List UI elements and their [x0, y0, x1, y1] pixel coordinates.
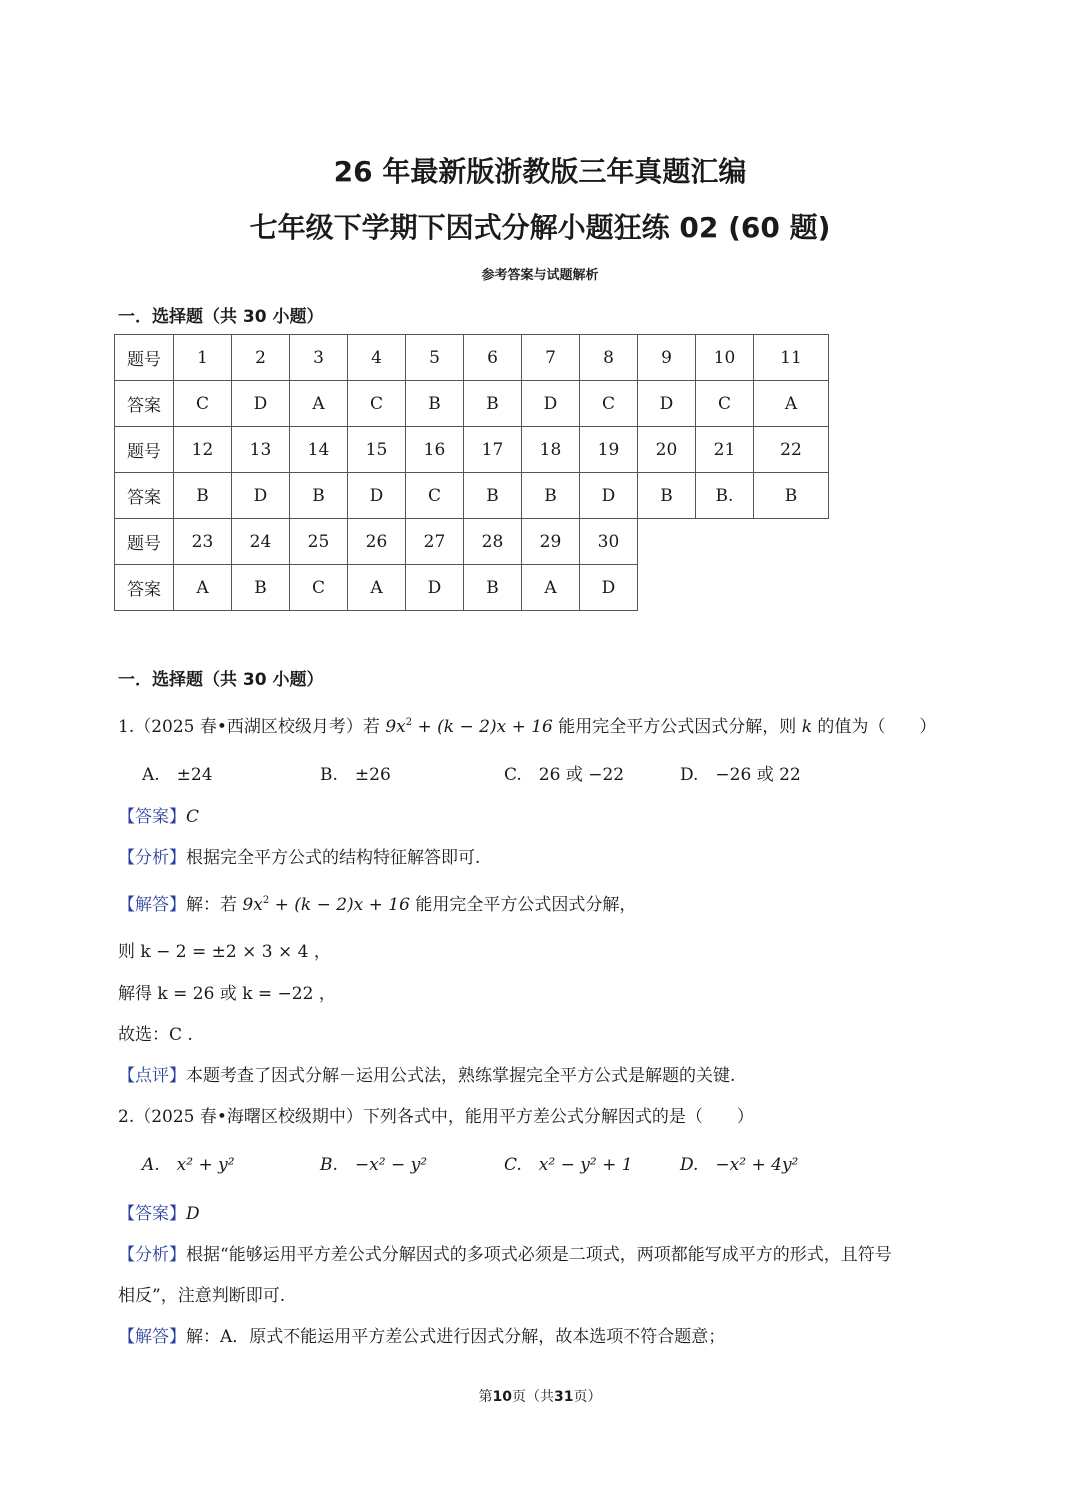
section-heading-choice: 一．选择题（共 30 小题）	[118, 307, 324, 327]
comment-tag: 【点评】	[118, 1066, 186, 1086]
q1-option-a: A. ±24	[142, 765, 213, 785]
analysis-tag: 【分析】	[118, 848, 186, 868]
q2-solution	[118, 1322, 725, 1347]
analysis-tag: 【分析】	[118, 1245, 186, 1265]
q1-suffix-b: 的值为（ ）	[812, 717, 937, 737]
q1-option-d: D. −26 或 22	[680, 765, 801, 785]
table-row-answers	[115, 381, 829, 427]
table-cell: 27	[406, 519, 464, 565]
table-cell: D	[522, 381, 580, 427]
solution-tag: 【解答】	[118, 895, 186, 915]
answer-tag: 【答案】	[118, 1204, 186, 1224]
table-cell: 14	[290, 427, 348, 473]
table-cell: 5	[406, 335, 464, 381]
row-label: 答案	[115, 381, 174, 427]
table-cell: D	[348, 473, 406, 519]
empty-cell	[638, 519, 696, 565]
table-cell: 18	[522, 427, 580, 473]
table-cell: D	[232, 473, 290, 519]
footer-mid: 页（共	[512, 1389, 554, 1405]
page-total: 31	[554, 1389, 574, 1405]
q1-option-b: B. ±26	[320, 765, 391, 785]
table-row-question-numbers	[115, 427, 829, 473]
table-cell: B	[290, 473, 348, 519]
table-cell: 15	[348, 427, 406, 473]
q1-prefix: 1.（2025 春•西湖区校级月考）若	[118, 717, 386, 737]
table-cell: C	[406, 473, 464, 519]
answer-analysis-caption: 参考答案与试题解析	[481, 268, 599, 283]
table-cell: 4	[348, 335, 406, 381]
q1-step-1: 则 k − 2 = ±2 × 3 × 4 ，	[118, 942, 331, 962]
document-subtitle-title: 七年级下学期下因式分解小题狂练 02 (60 题)	[249, 211, 831, 244]
q2-answer-value: D	[186, 1204, 200, 1224]
table-cell: 11	[754, 335, 829, 381]
table-cell: 30	[580, 519, 638, 565]
table-cell: 20	[638, 427, 696, 473]
q2-answer	[118, 1199, 200, 1224]
table-cell: 16	[406, 427, 464, 473]
table-cell: B	[464, 473, 522, 519]
table-cell: 9	[638, 335, 696, 381]
table-cell: 19	[580, 427, 638, 473]
empty-cell	[638, 565, 696, 611]
q1-expr-b: + (k − 2)x + 16	[412, 717, 553, 737]
q1-k: k	[801, 717, 812, 737]
question-2-stem: 2.（2025 春•海曙区校级期中）下列各式中，能用平方差公式分解因式的是（ ）	[118, 1107, 754, 1127]
table-cell: 24	[232, 519, 290, 565]
table-cell: C	[290, 565, 348, 611]
document-title: 26 年最新版浙教版三年真题汇编	[333, 155, 747, 188]
row-label: 题号	[115, 427, 174, 473]
page-footer	[0, 1386, 1080, 1406]
q1-option-c: C. 26 或 −22	[504, 765, 625, 785]
row-label: 答案	[115, 565, 174, 611]
table-cell: B.	[696, 473, 754, 519]
q1-comment	[118, 1061, 735, 1086]
table-cell: A	[348, 565, 406, 611]
q2-option-d: D. −x² + 4y²	[680, 1155, 799, 1175]
table-cell: C	[580, 381, 638, 427]
footer-prefix: 第	[478, 1389, 493, 1405]
q1-sol-expr-b: + (k − 2)x + 16	[269, 895, 410, 915]
q1-suffix-a: 能用完全平方公式因式分解，则	[552, 717, 802, 737]
row-label: 题号	[115, 519, 174, 565]
q2-option-b: B. −x² − y²	[320, 1155, 428, 1175]
table-row-question-numbers	[115, 519, 829, 565]
page-number: 10	[492, 1389, 512, 1405]
table-cell: 12	[174, 427, 232, 473]
table-cell: D	[638, 381, 696, 427]
table-cell: C	[696, 381, 754, 427]
section-heading-choice-repeat: 一．选择题（共 30 小题）	[118, 670, 324, 690]
table-row-answers	[115, 473, 829, 519]
q2-analysis	[118, 1240, 892, 1265]
table-cell: 1	[174, 335, 232, 381]
footer-suffix: 页）	[573, 1389, 602, 1405]
table-cell: D	[232, 381, 290, 427]
empty-cell	[696, 565, 754, 611]
q1-step-2: 解得 k = 26 或 k = −22 ，	[118, 984, 336, 1004]
table-cell: 23	[174, 519, 232, 565]
table-cell: A	[174, 565, 232, 611]
q1-step-3: 故选：C .	[118, 1025, 193, 1045]
table-cell: 7	[522, 335, 580, 381]
q1-analysis-text: 根据完全平方公式的结构特征解答即可.	[186, 848, 481, 868]
table-cell: B	[464, 565, 522, 611]
table-cell: C	[348, 381, 406, 427]
q2-analysis-line1: 根据“能够运用平方差公式分解因式的多项式必须是二项式，两项都能写成平方的形式，且符号	[186, 1245, 892, 1265]
table-cell: B	[232, 565, 290, 611]
q1-expr-a: 9x	[385, 717, 406, 737]
table-cell: D	[580, 473, 638, 519]
table-cell: 26	[348, 519, 406, 565]
table-cell: A	[754, 381, 829, 427]
table-cell: 22	[754, 427, 829, 473]
table-cell: 6	[464, 335, 522, 381]
empty-cell	[754, 565, 829, 611]
table-cell: D	[406, 565, 464, 611]
table-cell: 3	[290, 335, 348, 381]
table-cell: 10	[696, 335, 754, 381]
q2-option-c: C. x² − y² + 1	[504, 1155, 633, 1175]
table-cell: 17	[464, 427, 522, 473]
table-cell: C	[174, 381, 232, 427]
q1-solution-prefix: 解：若	[186, 895, 243, 915]
q2-analysis-line2: 相反”，注意判断即可.	[118, 1286, 286, 1306]
q1-answer-value: C	[186, 807, 200, 827]
table-cell: B	[406, 381, 464, 427]
q1-solution: 【解答】解：若 $9x^2 + (k - 2)x + 16$ 能用完全平方公式因式分解，	[118, 895, 637, 915]
table-row-answers	[115, 565, 829, 611]
q1-analysis	[118, 843, 480, 868]
q1-answer	[118, 802, 199, 827]
table-cell: D	[580, 565, 638, 611]
table-cell: 29	[522, 519, 580, 565]
table-cell: 8	[580, 335, 638, 381]
table-cell: 21	[696, 427, 754, 473]
answer-table	[114, 334, 829, 611]
table-cell: 13	[232, 427, 290, 473]
table-cell: B	[464, 381, 522, 427]
empty-cell	[754, 519, 829, 565]
q2-option-a: A. x² + y²	[142, 1155, 235, 1175]
empty-cell	[696, 519, 754, 565]
q2-solution-text: 解：A．原式不能运用平方差公式进行因式分解，故本选项不符合题意；	[186, 1327, 726, 1347]
table-cell: 28	[464, 519, 522, 565]
table-cell: A	[290, 381, 348, 427]
answer-tag: 【答案】	[118, 807, 186, 827]
row-label: 题号	[115, 335, 174, 381]
q1-solution-suffix: 能用完全平方公式因式分解，	[409, 895, 637, 915]
table-cell: B	[174, 473, 232, 519]
table-cell: B	[754, 473, 829, 519]
question-1-stem: 1.（2025 春•西湖区校级月考）若 $9x^2 + (k - 2)x + 16$ 能用完全平方公式因式分解，则 k 的值为（ ）	[118, 717, 937, 737]
q1-comment-text: 本题考查了因式分解－运用公式法，熟练掌握完全平方公式是解题的关键.	[186, 1066, 736, 1086]
table-row-question-numbers	[115, 335, 829, 381]
row-label: 答案	[115, 473, 174, 519]
q1-sol-expr-a: 9x	[242, 895, 263, 915]
table-cell: 25	[290, 519, 348, 565]
table-cell: 2	[232, 335, 290, 381]
table-cell: B	[638, 473, 696, 519]
table-cell: B	[522, 473, 580, 519]
solution-tag: 【解答】	[118, 1327, 186, 1347]
table-cell: A	[522, 565, 580, 611]
